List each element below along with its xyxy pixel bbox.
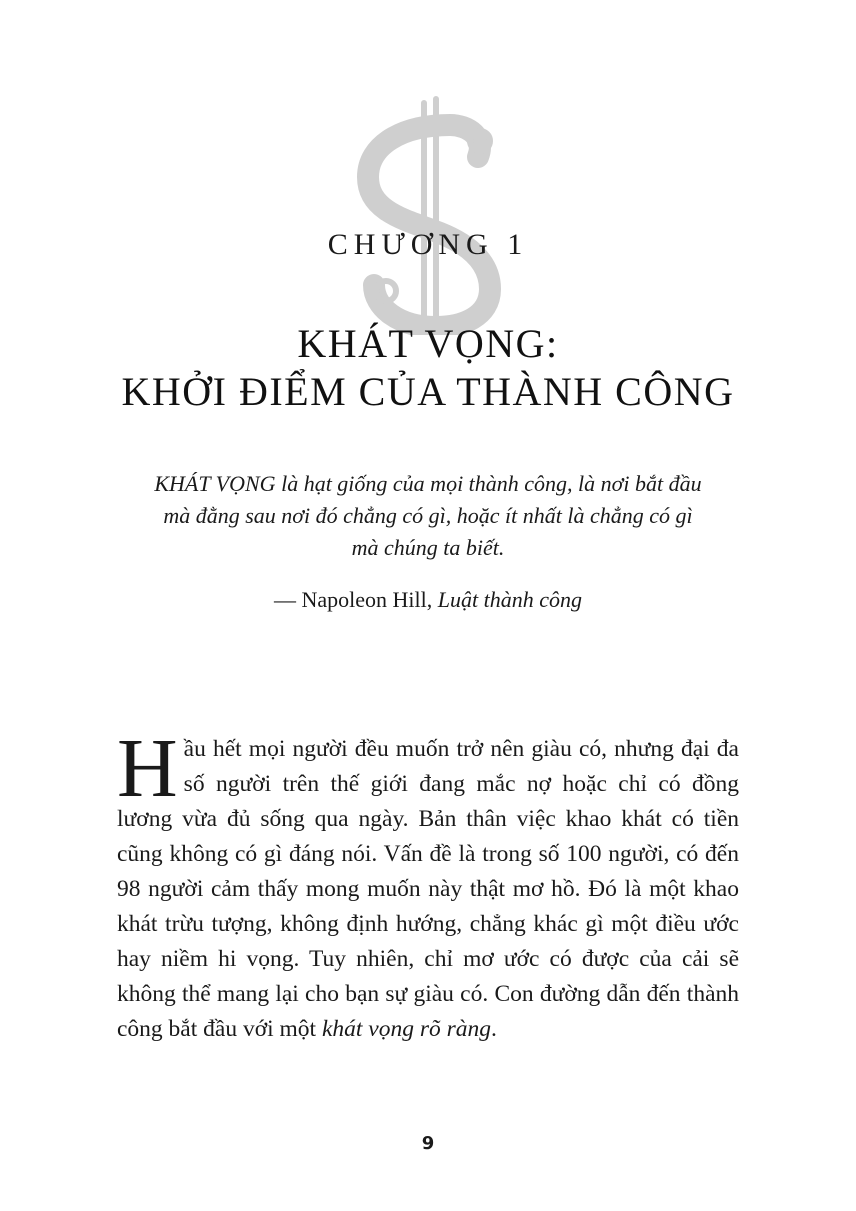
epigraph-text: là hạt giống của mọi thành công, là nơi bắt đầu mà đằng sau nơi đó chẳng có gì, hoặc ít nhất là chẳng có gì mà chúng ta biết. — [163, 471, 702, 560]
body-ending: . — [491, 1016, 497, 1042]
drop-cap: H — [117, 722, 178, 815]
attribution-author: — Napoleon Hill, — [274, 587, 438, 612]
attribution-book-title: Luật thành công — [437, 587, 582, 612]
body-paragraph — [117, 722, 739, 1047]
epigraph-lead: KHÁT VỌNG — [154, 471, 276, 496]
epigraph-attribution — [0, 584, 856, 616]
dollar-sign-icon — [340, 95, 520, 335]
chapter-title-line-2: KHỞI ĐIỂM CỦA THÀNH CÔNG — [121, 369, 735, 414]
chapter-number: CHƯƠNG 1 — [327, 228, 529, 261]
body-emphasis: khát vọng rõ ràng — [321, 1016, 492, 1042]
body-text: ầu hết mọi người đều muốn trở nên giàu có, nhưng đại đa số người trên thế giới đang mắc nợ hoặc chỉ có đồng lương vừa đủ sống qua ngày. Bản thân việc khao khát có tiền cũng không có gì đáng nói. Vấn đề là trong số 100 người, có đến 98 người cảm thấy mong muốn này thật mơ hồ. Đó là một khao khát trừu tượng, không định hướng, chẳng khác gì một điều ước hay niềm hi vọng. Tuy nhiên, chỉ mơ ước có được của cải sẽ không thể mang lại cho bạn sự giàu có. Con đường dẫn đến thành công bắt đầu với một — [117, 736, 739, 1042]
epigraph-quote — [150, 468, 706, 564]
page-number: 9 — [421, 1133, 435, 1154]
chapter-title — [0, 320, 856, 416]
chapter-title-line-1: KHÁT VỌNG: — [297, 321, 559, 366]
